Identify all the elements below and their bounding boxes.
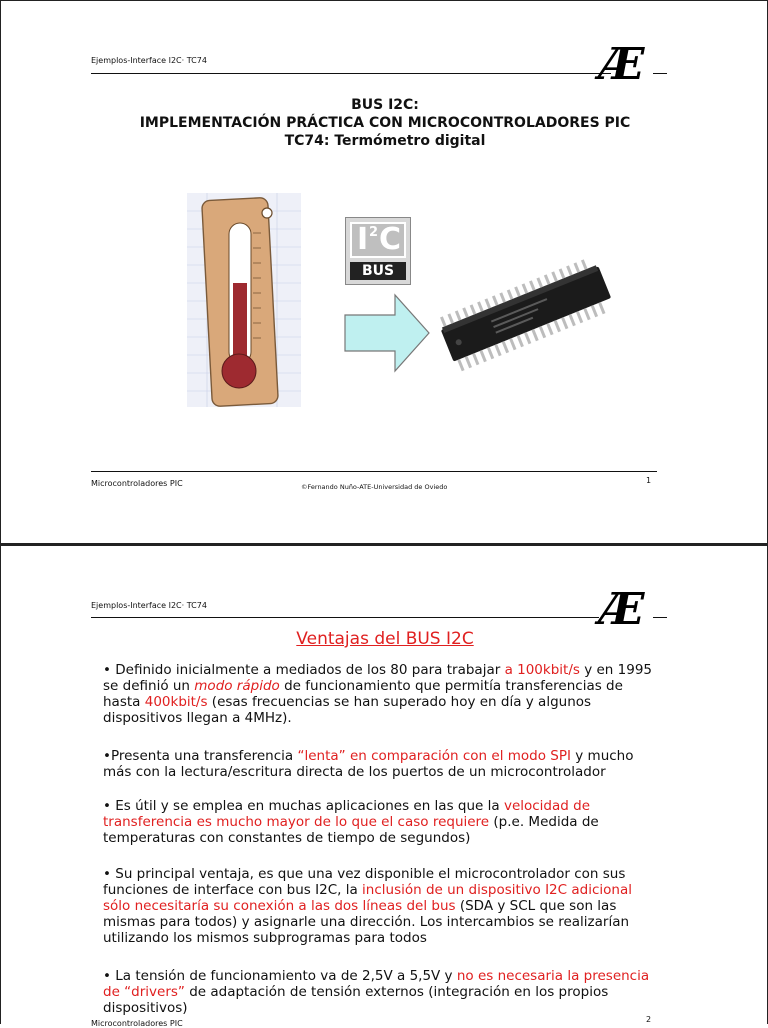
- ate-logo: Æ: [599, 584, 641, 635]
- p1-highlight-400k: 400kbit/s: [144, 694, 208, 710]
- logo-rule: [653, 73, 667, 74]
- i2c-bus-logo: [345, 217, 411, 285]
- footer-left: Microcontroladores PIC: [91, 479, 183, 488]
- p5-text-a: • La tensión de funcionamiento va de 2,5V a 5,5V y: [103, 968, 457, 984]
- i2c-letter-i: I: [357, 222, 369, 257]
- p5-highlight: no es necesaria la presencia de “drivers”: [103, 968, 650, 1000]
- page-number: 2: [646, 1015, 652, 1024]
- p5-text-c: de adaptación de tensión externos (integración en los propios dispositivos): [103, 984, 609, 1016]
- section-heading: Ventajas del BUS I2C: [296, 629, 474, 649]
- slide-title: [1, 96, 768, 150]
- p1-highlight-speed: a 100kbit/s: [504, 662, 580, 678]
- paragraph-4: [103, 866, 663, 946]
- footer-rule: [91, 471, 657, 472]
- p3-text-a: • Es útil y se emplea en muchas aplicaciones en las que la: [103, 798, 504, 814]
- header-rule: [91, 617, 599, 618]
- paragraph-2: [103, 748, 663, 780]
- pic-microcontroller-image: [431, 249, 621, 379]
- title-line-3: TC74: Termómetro digital: [284, 133, 486, 149]
- i2c-superscript: 2: [369, 225, 379, 240]
- paragraph-1: [103, 662, 663, 726]
- p4-highlight: inclusión de un dispositivo I2C adicional sólo necesitaría su conexión a las dos líneas del bus: [103, 882, 632, 914]
- slide-header: Ejemplos-Interface I2C· TC74: [91, 601, 207, 610]
- title-line-1: BUS I2C:: [351, 97, 419, 113]
- title-line-2: IMPLEMENTACIÓN PRÁCTICA CON MICROCONTROLADORES PIC: [139, 115, 631, 131]
- p4-text-c: (SDA y SCL que son las mismas para todos) y asignarle una dirección. Los intercambios se realizarían utilizando los mismos subprogramas para todos: [103, 898, 630, 946]
- header-rule: [91, 73, 611, 74]
- p3-text-c: (p.e. Medida de temperaturas con constantes de tiempo de segundos): [103, 814, 599, 846]
- page-number: 1: [646, 476, 652, 485]
- footer-copyright: ©Fernando Nuño-ATE-Universidad de Oviedo: [301, 483, 448, 491]
- p1-text-c: y en 1995 se definió un: [103, 662, 653, 694]
- paragraph-5: [103, 968, 663, 1016]
- slide-header: Ejemplos-Interface I2C· TC74: [91, 56, 207, 65]
- p1-text-g: (esas frecuencias se han superado hoy en día y algunos dispositivos llegan a 4MHz).: [103, 694, 592, 726]
- p1-highlight-fast-mode: modo rápido: [194, 678, 280, 694]
- ate-logo: Æ: [599, 39, 641, 90]
- thermometer-image: [187, 193, 301, 407]
- p1-text-a: • Definido inicialmente a mediados de los 80 para trabajar: [103, 662, 505, 678]
- arrow-right-icon: [343, 293, 433, 373]
- i2c-bus-label: BUS: [350, 262, 406, 280]
- logo-rule: [653, 617, 667, 618]
- i2c-letter-c: C: [379, 222, 402, 257]
- p4-text-a: • Su principal ventaja, es que una vez disponible el microcontrolador con sus funciones de interface con bus I2C, la: [103, 866, 626, 898]
- p2-text-a: •Presenta una transferencia: [103, 748, 298, 764]
- slide-2: [0, 545, 768, 1028]
- p1-text-e: de funcionamiento que permitía transferencias de hasta: [103, 678, 623, 710]
- paragraph-3: [103, 798, 663, 846]
- p2-highlight: “lenta” en comparación con el modo SPI: [297, 748, 571, 764]
- p2-text-c: y mucho más con la lectura/escritura directa de los puertos de un microcontrolador: [103, 748, 634, 780]
- p3-highlight: velocidad de transferencia es mucho mayor de lo que el caso requiere: [103, 798, 591, 830]
- footer-left: Microcontroladores PIC: [91, 1019, 183, 1028]
